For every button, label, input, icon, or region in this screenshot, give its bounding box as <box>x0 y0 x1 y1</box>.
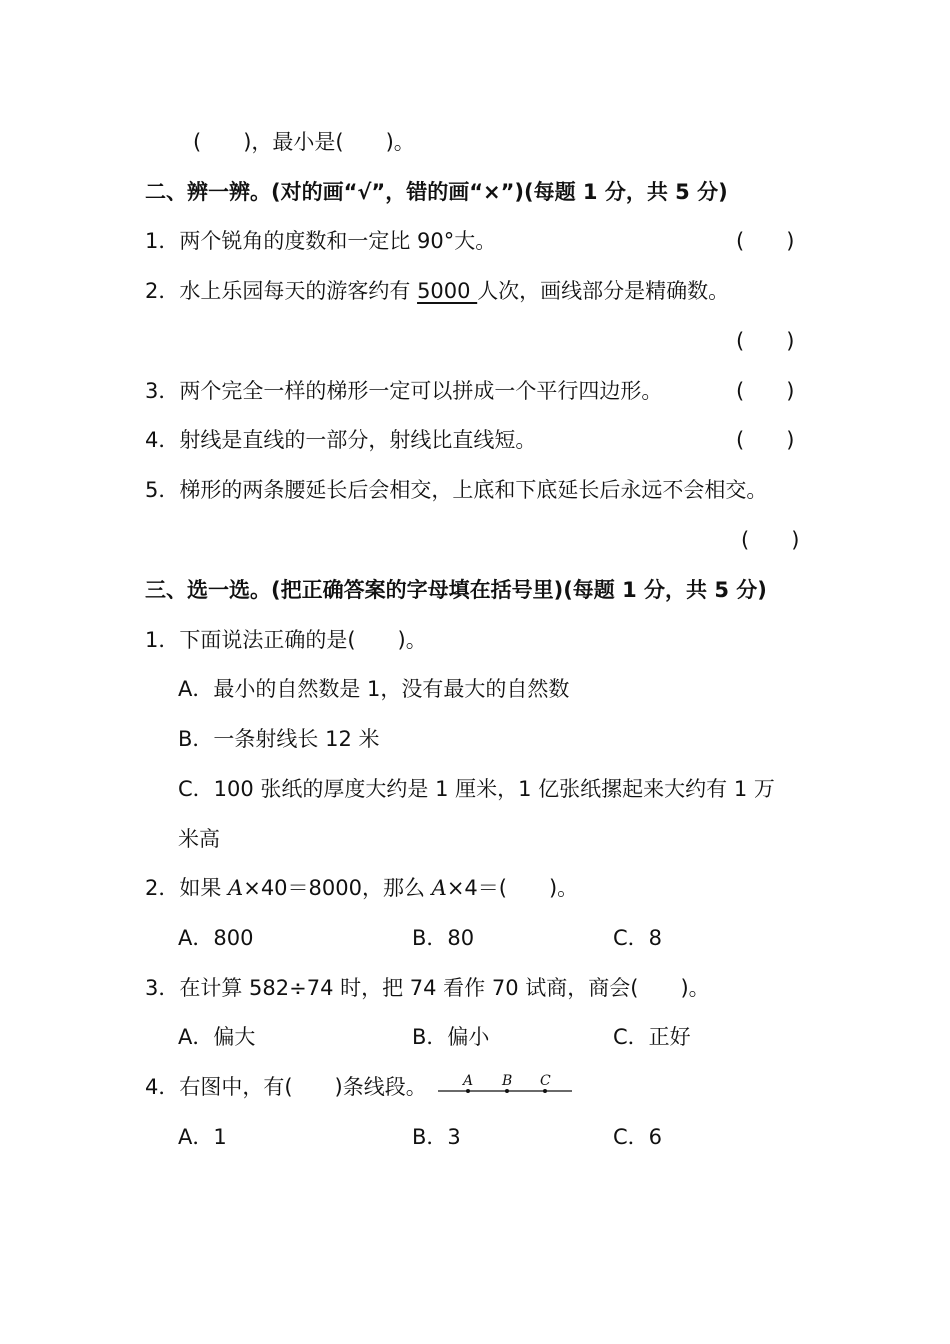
s2-item-2-pre: 水上乐园每天的游客约有 <box>179 279 418 303</box>
s3-q1-option-c-line2: 米高 <box>178 827 220 851</box>
s2-item-2-post: 人次，画线部分是精确数。 <box>477 279 730 303</box>
s3-q4-stem: 4．右图中，有( )条线段。 <box>145 1075 427 1099</box>
line-segment-figure <box>438 1070 578 1100</box>
s3-q1-option-c-line1: C．100 张纸的厚度大约是 1 厘米，1 亿张纸摞起来大约有 1 万 <box>178 777 775 801</box>
section2-heading: 二、辨一辨。(对的画“√”，错的画“×”)(每题 1 分，共 5 分) <box>145 180 728 204</box>
s2-item-5 <box>145 475 767 505</box>
s3-q1-stem: 1．下面说法正确的是( )。 <box>145 628 427 652</box>
point-b-label: B <box>502 1073 513 1089</box>
s3-q2-stem <box>145 873 578 903</box>
s3-q2-mid: ×40＝8000，那么 <box>243 876 432 900</box>
s2-item-1-num: 1． <box>145 229 180 253</box>
s3-q2-var2: A <box>431 876 447 900</box>
s2-item-3-num: 3． <box>145 379 180 403</box>
section3-heading: 三、选一选。(把正确答案的字母填在括号里)(每题 1 分，共 5 分) <box>145 578 767 602</box>
s3-q3-option-a: A．偏大 <box>178 1025 256 1049</box>
s3-q4-option-a: A．1 <box>178 1125 227 1149</box>
s2-item-4-text: 射线是直线的一部分，射线比直线短。 <box>179 428 537 452</box>
top-line: ( )，最小是( )。 <box>193 130 415 154</box>
s2-item-4-paren: ( ) <box>736 428 795 452</box>
point-c-label: C <box>540 1073 551 1089</box>
s2-item-2-underlined: 5000 <box>417 279 478 303</box>
s2-item-3-text: 两个完全一样的梯形一定可以拼成一个平行四边形。 <box>179 379 663 403</box>
point-a-dot <box>466 1089 470 1093</box>
s3-q3-option-b: B．偏小 <box>412 1025 490 1049</box>
s3-q3-option-c: C．正好 <box>613 1025 691 1049</box>
s3-q3-stem: 3．在计算 582÷74 时，把 74 看作 70 试商，商会( )。 <box>145 976 710 1000</box>
s2-item-5-num: 5． <box>145 478 180 502</box>
s2-item-3-paren: ( ) <box>736 379 795 403</box>
s3-q4-option-b: B．3 <box>412 1125 461 1149</box>
s3-q2-option-a: A．800 <box>178 926 254 950</box>
point-c-dot <box>543 1089 547 1093</box>
s3-q1-option-a: A．最小的自然数是 1，没有最大的自然数 <box>178 677 570 701</box>
s3-q2-option-c: C．8 <box>613 926 663 950</box>
s3-q1-option-b: B．一条射线长 12 米 <box>178 727 380 751</box>
s3-q2-num: 2．如果 <box>145 876 229 900</box>
point-b-dot <box>505 1089 509 1093</box>
s3-q2-var1: A <box>228 876 244 900</box>
s2-item-4-num: 4． <box>145 428 180 452</box>
s2-item-3 <box>145 376 662 406</box>
s3-q2-option-b: B．80 <box>412 926 475 950</box>
s2-item-2 <box>145 276 729 306</box>
s3-q4-option-c: C．6 <box>613 1125 663 1149</box>
s2-item-2-num: 2． <box>145 279 180 303</box>
s2-item-1-paren: ( ) <box>736 229 795 253</box>
s2-item-1 <box>145 226 496 256</box>
s2-item-2-paren: ( ) <box>736 329 795 353</box>
s2-item-4 <box>145 425 536 455</box>
point-a-label: A <box>463 1073 474 1089</box>
s2-item-1-text: 两个锐角的度数和一定比 90°大。 <box>179 229 497 253</box>
s3-q2-end: ×4＝( )。 <box>446 876 579 900</box>
s2-item-5-paren: ( ) <box>741 528 800 552</box>
s2-item-5-text: 梯形的两条腰延长后会相交，上底和下底延长后永远不会相交。 <box>179 478 768 502</box>
